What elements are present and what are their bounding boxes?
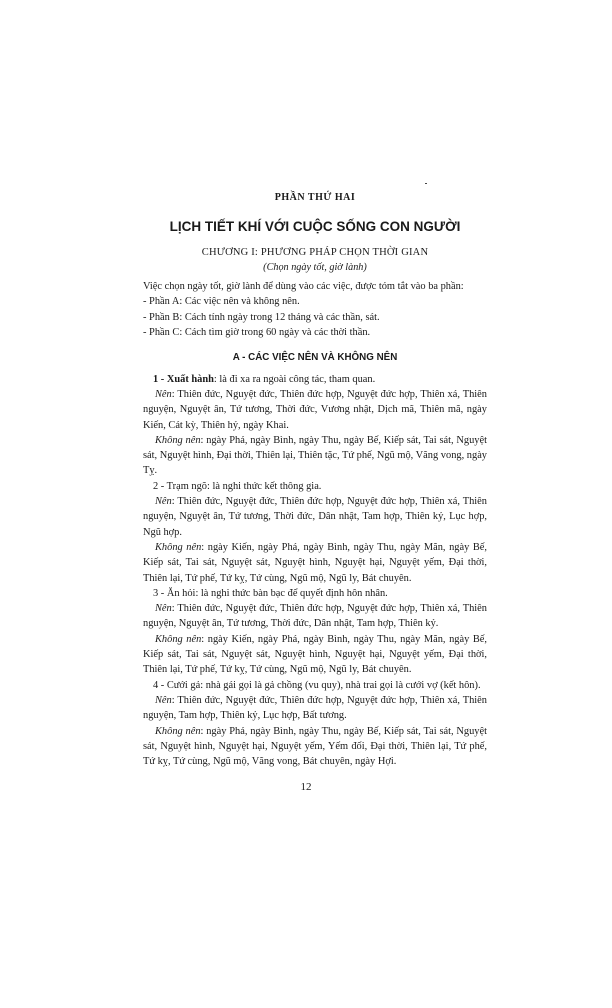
nen-text: : Thiên đức, Nguyệt đức, Thiên đức hợp, Nguyệt đức hợp, Thiên xá, Thiên nguyện, Nguyệt ân, Tứ tương, Thời đức, Dân nhật, Tam hợp, Thiên kỷ, Lục hợp, Ngũ hợp.: [143, 496, 487, 538]
part-label: PHẦN THỨ HAI: [274, 192, 356, 203]
entry-khong-nen: [143, 433, 487, 479]
entry-khong-nen: [143, 540, 487, 586]
main-title: LỊCH TIẾT KHÍ VỚI CUỘC SỐNG CON NGƯỜI: [169, 219, 461, 235]
khong-nen-text: : ngày Phá, ngày Bình, ngày Thu, ngày Bế, Kiếp sát, Tai sát, Nguyệt sát, Nguyệt hình, Nguyệt hại, Nguyệt yếm, Yếm đối, Đại thời, Thiên lại, Tứ phế, Tứ kỵ, Tứ cùng, Ngũ mộ, Vãng vong, Bát chuyên, ngày Hợi.: [143, 725, 487, 768]
nen-label: Nên: [155, 603, 172, 615]
entry-heading: [143, 479, 487, 494]
entry-number: 4 - Cưới gả: [153, 679, 201, 691]
entry-an-hoi: [143, 586, 487, 678]
section-title: A - CÁC VIỆC NÊN VÀ KHÔNG NÊN: [232, 352, 398, 364]
intro-lead: Việc chọn ngày tốt, giờ lành để dùng vào các việc, được tóm tắt vào ba phần:: [143, 281, 464, 293]
scan-speck: [425, 183, 427, 184]
khong-nen-text: : ngày Kiến, ngày Phá, ngày Bình, ngày Thu, ngày Mãn, ngày Bế, Kiếp sát, Tai sát, Nguyệt sát, Nguyệt hình, Nguyệt hại, Nguyệt yếm, Đại thời, Thiên lại, Tứ phế, Tứ kỵ, Tứ cùng, Ngũ mộ, Ngũ ly, Bát chuyên.: [143, 633, 487, 676]
intro-item: - Phần A: Các việc nên và không nên.: [143, 296, 300, 308]
nen-text: : Thiên đức, Nguyệt đức, Thiên đức hợp, Nguyệt đức hợp, Thiên xá, Thiên nguyện, Nguyệt ân, Tứ tương, Thời đức, Dân nhật, Tam hợp, Thiên kỷ.: [143, 603, 487, 630]
entry-description: : là nghi thức bàn bạc để quyết định hôn nhân.: [195, 587, 388, 599]
chapter-title: CHƯƠNG I: PHƯƠNG PHÁP CHỌN THỜI GIAN: [201, 246, 429, 258]
entry-number: 3 - Ăn hỏi: [153, 587, 196, 599]
entry-description: : nhà gái gọi là gả chồng (vu quy), nhà trai gọi là cưới vợ (kết hôn).: [200, 679, 481, 691]
entry-number: 1 - Xuất hành: [153, 373, 214, 385]
nen-text: : Thiên đức, Nguyệt đức, Thiên đức hợp, Nguyệt đức hợp, Thiên xá, Thiên nguyện, Tam hợp, Thiên kỷ, Lục hợp, Bất tương.: [143, 694, 487, 722]
entry-nen: [143, 494, 487, 540]
entry-nen: [143, 601, 487, 632]
entry-cuoi-ga: [143, 678, 487, 770]
chapter-subtitle: (Chọn ngày tốt, giờ lành): [263, 261, 367, 273]
entry-nen: [143, 387, 487, 433]
nen-label: Nên: [155, 388, 172, 400]
page-number: 12: [300, 781, 312, 793]
intro-item: - Phần B: Cách tính ngày trong 12 tháng và các thần, sát.: [143, 311, 380, 323]
entry-tram-ngo: [143, 479, 487, 586]
intro: [143, 279, 487, 340]
entry-nen: [143, 693, 487, 724]
entry-description: : là nghi thức kết thông gia.: [206, 480, 322, 492]
khong-nen-label: Không nên: [155, 633, 202, 645]
nen-label: Nên: [155, 496, 172, 508]
entry-khong-nen: [143, 724, 487, 770]
text-block: [143, 190, 487, 769]
khong-nen-text: : ngày Phá, ngày Bình, ngày Thu, ngày Bế, Kiếp sát, Tai sát, Nguyệt sát, Nguyệt hình, Đại thời, Thiên lại, Thiên tặc, Tứ phế, Ngũ mộ, Vãng vong, ngày Tỵ.: [143, 434, 487, 477]
intro-item: - Phần C: Cách tìm giờ trong 60 ngày và các thời thần.: [143, 327, 371, 339]
entry-description: : là đi xa ra ngoài công tác, tham quan.: [213, 373, 376, 385]
entry-khong-nen: [143, 632, 487, 678]
entry-heading: [143, 372, 487, 387]
entry-heading: [143, 678, 487, 693]
khong-nen-text: : ngày Kiến, ngày Phá, ngày Bình, ngày Thu, ngày Mãn, ngày Bế, Kiếp sát, Tai sát, Nguyệt sát, Nguyệt hình, Nguyệt hại, Nguyệt yếm, Đại thời, Thiên lại, Tứ phế, Tứ kỵ, Tứ cùng, Ngũ mộ, Ngũ ly, Bát chuyên.: [143, 541, 487, 584]
khong-nen-label: Không nên: [155, 541, 202, 553]
entry-xuat-hanh: [143, 372, 487, 479]
nen-label: Nên: [155, 694, 172, 706]
entry-heading: [143, 586, 487, 601]
khong-nen-label: Không nên: [155, 725, 201, 737]
nen-text: : Thiên đức, Nguyệt đức, Thiên đức hợp, Nguyệt đức hợp, Thiên xá, Thiên nguyện, Nguyệt ân, Tứ tương, Thời đức, Vương nhật, Dịch mã, Thiên mã, ngày Kiến, Cát kỳ, Thiên hỷ, ngày Khai.: [143, 388, 487, 431]
entry-number: 2 - Trạm ngõ: [153, 480, 207, 492]
khong-nen-label: Không nên: [155, 434, 201, 446]
